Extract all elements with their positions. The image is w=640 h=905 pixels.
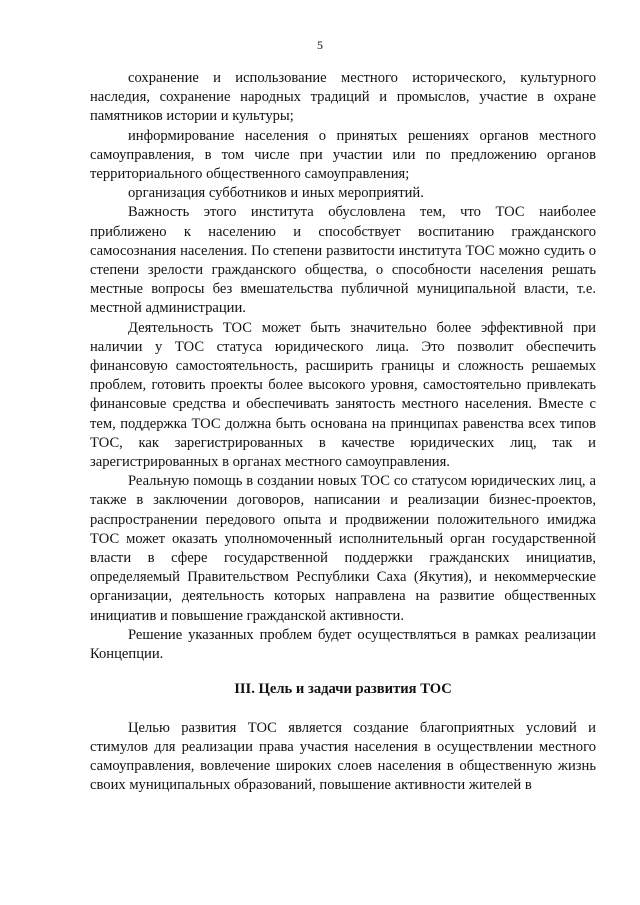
paragraph-activity: Деятельность ТОС может быть значительно более эффективной при наличии у ТОС статуса юридического лица. Это позволит обеспечить финансовую самостоятельность, расширить границы и сложность решаемых проблем, готовить проекты более высокого уровня, самостоятельно привлекать финансовые средства и обеспечивать занятость местного населения. Вместе с тем, поддержка ТОС должна быть основана на принципах равенства всех типов ТОС, как зарегистрированных в качестве юридических лиц, так и зарегистрированных в органах местного самоуправления.: [90, 319, 596, 471]
page-number: 5: [317, 38, 323, 52]
paragraph-informing: информирование населения о принятых решениях органов местного самоуправления, в том числе при участии или по предложению органов территориального общественного самоуправления;: [90, 127, 596, 183]
paragraph-heritage: сохранение и использование местного исторического, культурного наследия, сохранение народных традиций и промыслов, участие в охране памятников истории и культуры;: [90, 70, 596, 125]
paragraph-goal: Целью развития ТОС является создание благоприятных условий и стимулов для реализации права участия населения в осуществлении местного самоуправления, вовлечение широких слоев населения в общественную жизнь своих муниципальных образований, повышение активности жителей в: [90, 719, 596, 794]
paragraph-subbotniks: организация субботников и иных мероприятий.: [128, 185, 424, 202]
section-heading: III. Цель и задачи развития ТОС: [234, 681, 452, 698]
paragraph-importance: Важность этого института обусловлена тем, что ТОС наиболее приближено к населению и способствует воспитанию гражданского самосознания населения. По степени развитости института ТОС можно судить о степени зрелости гражданского общества, о способности населения решать местные вопросы без вмешательства публичной муниципальной власти, т.е. местной администрации.: [90, 204, 596, 317]
paragraph-solution: Решение указанных проблем будет осуществляться в рамках реализации Концепции.: [90, 626, 596, 663]
paragraph-assistance: Реальную помощь в создании новых ТОС со статусом юридических лиц, а также в заключении договоров, написании и реализации бизнес-проектов, распространении передового опыта и продвижении положительного имиджа ТОС может оказать уполномоченный исполнительный орган государственной власти в сфере государственной поддержки гражданских инициатив, определяемый Правительством Республики Саха (Якутия), и некоммерческие организации, деятельность которых направлена на развитие общественных инициатив и повышение гражданской активности.: [90, 473, 596, 624]
document-body: [90, 69, 596, 795]
